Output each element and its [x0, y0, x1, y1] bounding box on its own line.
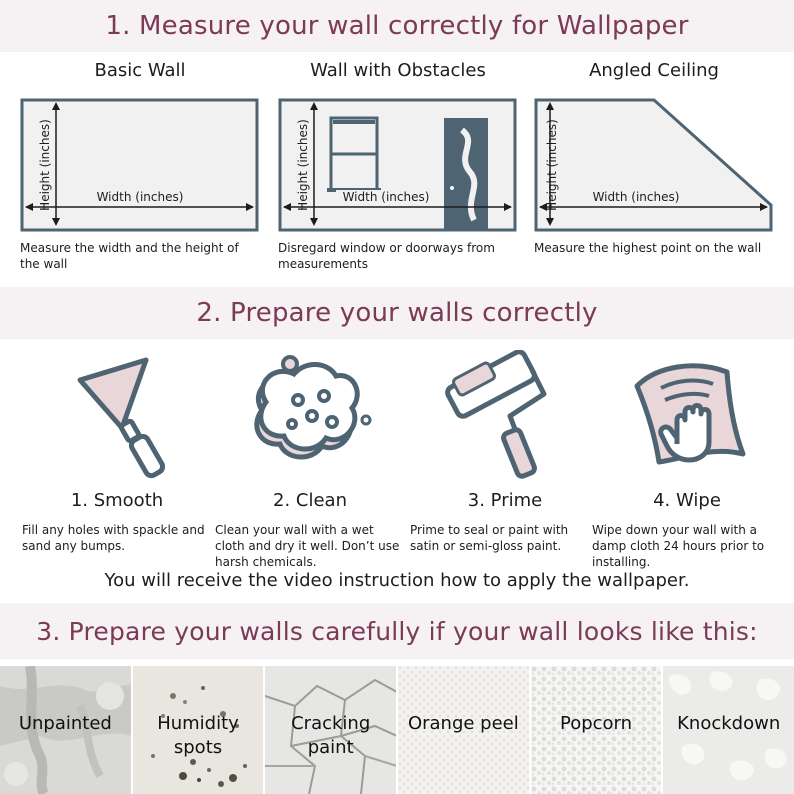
wall-obstacles-caption: Disregard window or doorways from measurements — [278, 241, 495, 271]
texture-orange-peel — [398, 666, 531, 794]
texture-label: Orange peel — [407, 713, 519, 734]
texture-cracking-paint — [265, 666, 398, 794]
wall-angled-title: Angled Ceiling — [589, 60, 719, 81]
obstacles-wall-diagram — [278, 90, 518, 234]
angled-wall-diagram — [534, 90, 774, 234]
texture-unpainted — [0, 666, 133, 794]
width-label: Width (inches) — [592, 190, 680, 204]
texture-label: Knockdown — [677, 713, 781, 734]
putty-knife-icon — [52, 350, 182, 480]
section1-title: 1. Measure your wall correctly for Wallpaper — [105, 11, 689, 41]
texture-popcorn — [531, 666, 664, 794]
wall-angled — [534, 60, 774, 256]
section2-header — [0, 287, 794, 339]
height-label: Height (inches) — [545, 119, 559, 211]
step-wipe-desc: Wipe down your wall with a damp cloth 24 hours prior to installing. — [592, 523, 765, 569]
step-prime — [410, 350, 600, 554]
step-clean-title: 2. Clean — [273, 490, 347, 511]
step-prime-title: 3. Prime — [467, 490, 543, 511]
step-smooth — [22, 350, 212, 554]
width-label: Width (inches) — [342, 190, 430, 204]
basic-wall-diagram — [20, 90, 260, 234]
wall-basic-caption: Measure the width and the height of the wall — [20, 241, 239, 271]
wall-obstacles-title: Wall with Obstacles — [310, 60, 486, 81]
texture-label: Cracking paint — [291, 713, 371, 758]
texture-humidity-spots — [133, 666, 266, 794]
cloth-hand-icon — [617, 350, 757, 480]
sponge-icon — [240, 350, 380, 480]
texture-gallery — [0, 666, 794, 794]
window-icon — [327, 118, 381, 192]
texture-label: Humidity spots — [157, 713, 239, 758]
wall-basic-title: Basic Wall — [94, 60, 186, 81]
height-label: Height (inches) — [38, 119, 52, 211]
width-label: Width (inches) — [96, 190, 184, 204]
texture-label: Unpainted — [18, 713, 112, 734]
step-prime-desc: Prime to seal or paint with satin or semi-gloss paint. — [410, 523, 569, 553]
section1-header — [0, 0, 794, 52]
step-clean — [215, 350, 405, 570]
step-smooth-desc: Fill any holes with spackle and sand any bumps. — [22, 523, 205, 553]
wall-obstacles — [278, 60, 518, 272]
wall-angled-caption: Measure the highest point on the wall — [534, 241, 762, 255]
paint-roller-icon — [440, 350, 570, 480]
section3-header — [0, 603, 794, 659]
height-label: Height (inches) — [296, 119, 310, 211]
step-wipe-title: 4. Wipe — [653, 490, 721, 511]
section3-title: 3. Prepare your walls carefully if your wall looks like this: — [36, 616, 758, 646]
video-instruction-note: You will receive the video instruction how to apply the wallpaper. — [104, 570, 690, 591]
step-clean-desc: Clean your wall with a wet cloth and dry it well. Don’t use harsh chemicals. — [215, 523, 400, 569]
door-icon — [444, 118, 488, 230]
step-wipe — [592, 350, 782, 570]
texture-label: Popcorn — [559, 713, 633, 734]
section2-title: 2. Prepare your walls correctly — [196, 298, 598, 328]
step-smooth-title: 1. Smooth — [70, 490, 164, 511]
wall-basic — [20, 60, 260, 272]
texture-knockdown — [663, 666, 794, 794]
